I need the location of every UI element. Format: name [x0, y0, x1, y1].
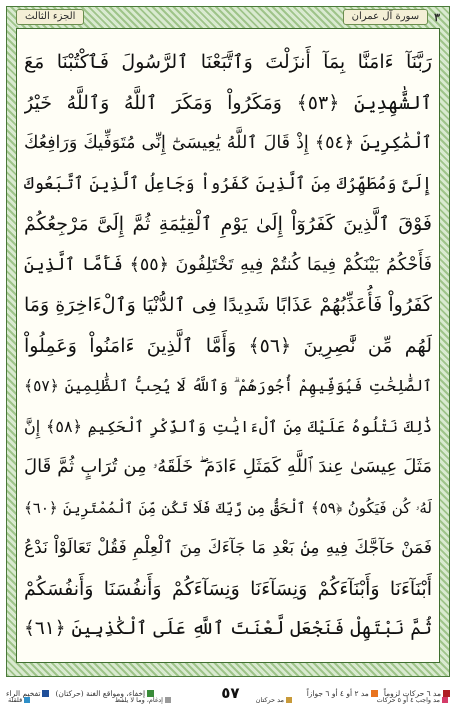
legend-item — [377, 696, 448, 704]
color-swatch — [165, 697, 171, 703]
verse-line: ٱلْمَٰكِرِينَ ﴿٥٤﴾ إِذْ قَالَ ٱللَّهُ يَٰعِيسَىٰٓ إِنِّى مُتَوَفِّيكَ وَرَافِعُكَ — [24, 133, 432, 153]
page-number: ٥٧ — [221, 684, 240, 702]
legend-label: إخفاء، ومواقع الغنة (حركتان) — [55, 688, 146, 698]
verse-line: لَهُم مِّن نَّٰصِرِينَ ﴿٥٦﴾ وَأَمَّا ٱلَّذِينَ ءَامَنُواْ وَعَمِلُواْ — [24, 334, 432, 357]
verse-line: فَوْقَ ٱلَّذِينَ كَفَرُوٓاْ إِلَىٰ يَوْمِ ٱلْقِيَٰمَةِ ثُمَّ إِلَىَّ مَرْجِعُكُمْ — [24, 213, 432, 235]
verse-line: إِلَىَّ وَمُطَهِّرُكَ مِنَ ٱلَّذِينَ كَفَرُواْ وَجَاعِلُ ٱلَّذِينَ ٱتَّبَعُوكَ — [24, 173, 432, 194]
verse-line: ذَٰلِكَ نَتْلُوهُ عَلَيْكَ مِنَ ٱلْءَايَٰتِ وَٱلذِّكْرِ ٱلْحَكِيمِ ﴿٥٨﴾ إِنَّ — [24, 416, 432, 436]
verse-line: ثُمَّ نَبْتَهِلْ فَنَجْعَل لَّعْنَتَ ٱللَّهِ عَلَى ٱلْكَٰذِبِينَ ﴿٦١﴾ — [24, 618, 432, 639]
legend-label: مد واجب ٤ أو ٥ حركات — [376, 696, 440, 704]
verse-line: فَأَحْكُمُ بَيْنَكُمْ فِيمَا كُنتُمْ فِيهِ تَخْتَلِفُونَ ﴿٥٥﴾ فَأَمَّا ٱلَّذِينَ — [24, 254, 432, 275]
verse-lines — [24, 42, 432, 650]
color-swatch — [442, 697, 448, 703]
legend-row-2 — [8, 696, 448, 704]
verse-line: ٱلشَّٰهِدِينَ ﴿٥٣﴾ وَمَكَرُواْ وَمَكَرَ ٱللَّهُ وَٱللَّهُ خَيْرُ — [24, 91, 432, 114]
verse-line: كَفَرُواْ فَأُعَذِّبُهُمْ عَذَابًا شَدِيدًا فِى ٱلدُّنْيَا وَٱلْءَاخِرَةِ وَمَا — [24, 294, 432, 316]
page-header — [16, 8, 440, 26]
verse-line: ٱلصَّٰلِحَٰتِ فَيُوَفِّيهِمْ أُجُورَهُمْ ۗ وَٱللَّهُ لَا يُحِبُّ ٱلظَّٰلِمِينَ ﴿٥٧﴾ — [24, 377, 432, 395]
legend-label: مد ٢ أو ٤ أو ٦ جوازاً — [306, 688, 369, 698]
verse-line: مَثَلَ عِيسَىٰ عِندَ ٱللَّهِ كَمَثَلِ ءَادَمَ ۖ خَلَقَهُۥ مِن تُرَابٍ ثُمَّ قَالَ — [24, 456, 432, 477]
legend-label: إدغام، وما لا يلفظ — [114, 696, 163, 704]
legend-item — [8, 696, 30, 704]
legend-item — [256, 696, 292, 704]
color-swatch — [286, 697, 292, 703]
mushaf-page — [2, 2, 454, 705]
surah-number: ٣ — [434, 10, 440, 24]
juz-label: الجزء الثالث — [16, 9, 84, 25]
color-swatch — [24, 697, 30, 703]
verse-line: أَبْنَآءَنَا وَأَبْنَآءَكُمْ وَنِسَآءَنَا وَنِسَآءَكُمْ وَأَنفُسَنَا وَأَنفُسَكُمْ — [24, 577, 432, 600]
surah-name: سورة آل عمران — [343, 9, 428, 25]
surah-header — [343, 9, 440, 25]
verse-line: رَبَّنَآ ءَامَنَّا بِمَآ أَنزَلْتَ وَٱتَّبَعْنَا ٱلرَّسُولَ فَٱكْتُبْنَا مَعَ — [24, 51, 432, 73]
verse-line: لَهُۥ كُن فَيَكُونُ ﴿٥٩﴾ ٱلْحَقُّ مِن رَّبِّكَ فَلَا تَكُن مِّنَ ٱلْمُمْتَرِينَ ﴿٦٠﴾ — [24, 498, 432, 517]
legend-label: مد ٦ حركات لزوماً — [383, 688, 441, 698]
legend-label: قلقلة — [8, 696, 23, 704]
verse-line: فَمَنْ حَآجَّكَ فِيهِ مِنۢ بَعْدِ مَا جَآءَكَ مِنَ ٱلْعِلْمِ فَقُلْ تَعَالَوْاْ نَدْعُ — [24, 538, 432, 558]
legend-item — [115, 696, 171, 704]
legend-label: مد حركتان — [255, 696, 285, 704]
legend-label: تفخيم الراء — [6, 688, 41, 698]
